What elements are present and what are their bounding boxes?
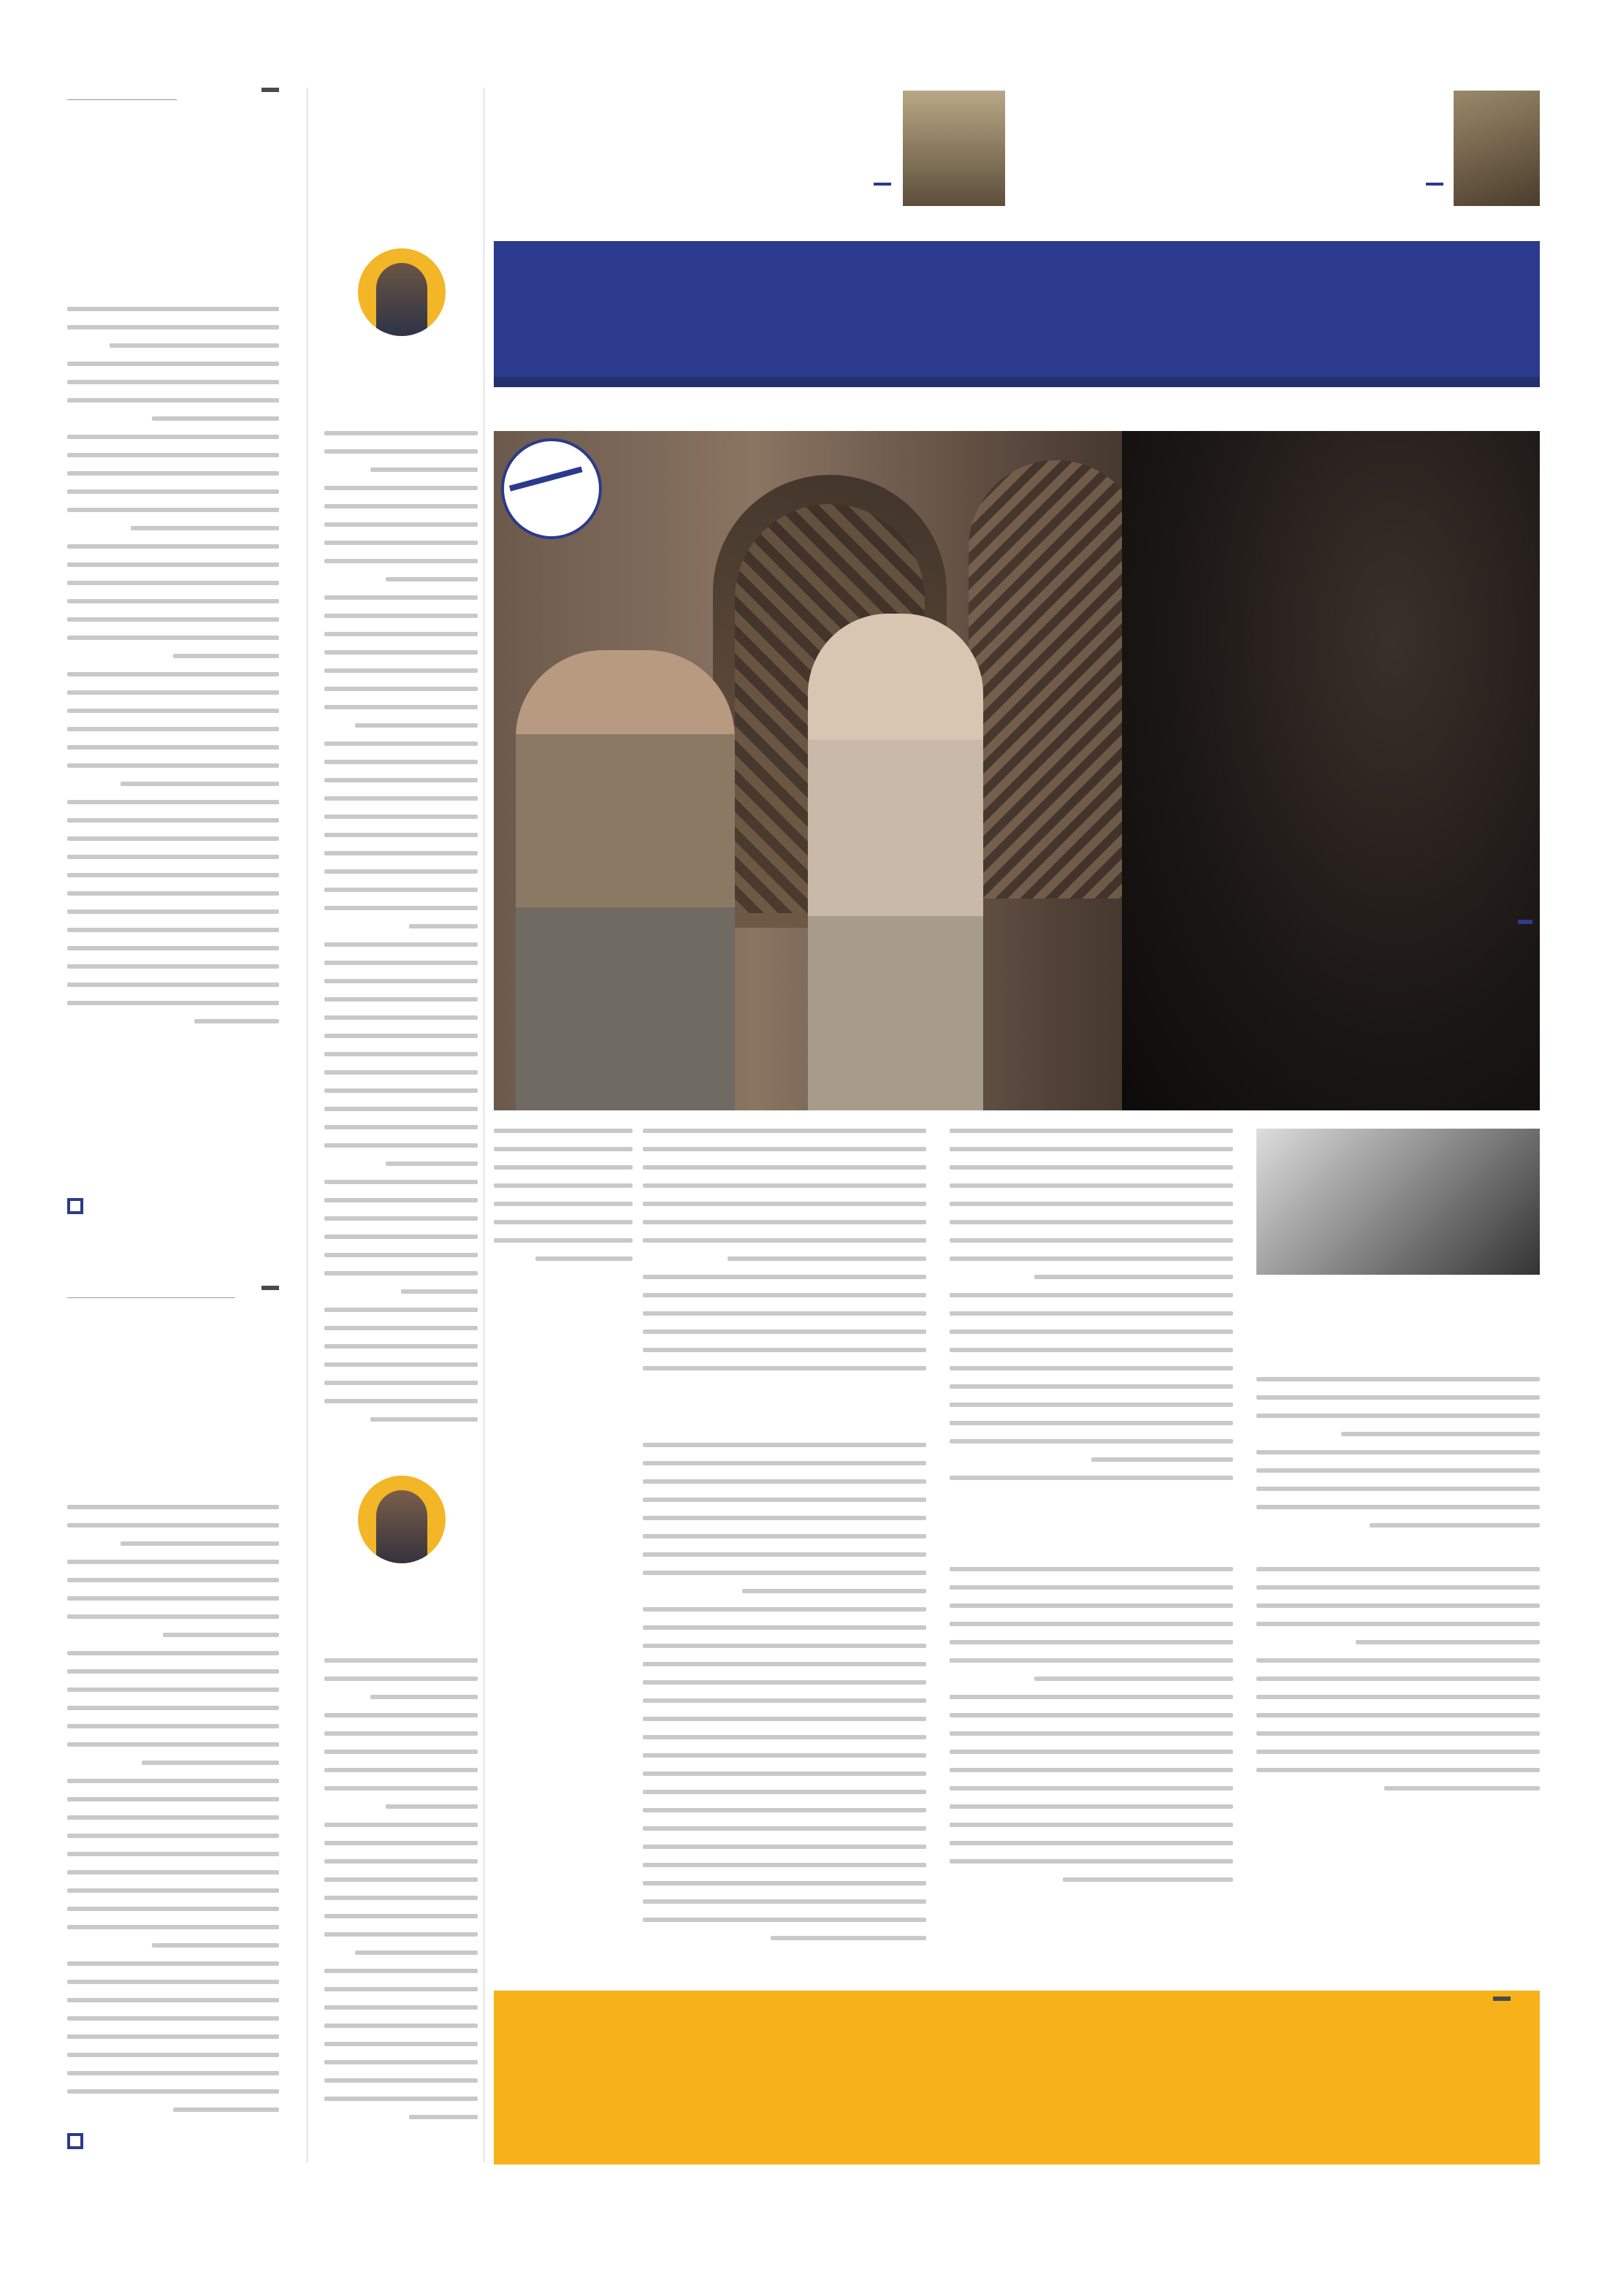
body-col-3 [643, 1129, 926, 1983]
press-conference-box [494, 1991, 1540, 2165]
kicker-tag [262, 88, 279, 92]
teaser-photo [1454, 91, 1540, 206]
teaser-page [1426, 183, 1443, 186]
masthead [494, 241, 1540, 387]
teaser-14[interactable] [1028, 88, 1540, 212]
end-mark [67, 2133, 83, 2149]
end-mark [67, 1198, 83, 1214]
lead-headline [963, 650, 1474, 660]
side-column [307, 88, 484, 2162]
top-teasers [494, 88, 1540, 212]
kicker-tag-2 [262, 1286, 279, 1290]
masthead-stripe [494, 377, 1540, 387]
avatar-khani [358, 1476, 446, 1563]
lead-photo [494, 431, 1540, 1110]
teaser-page [874, 183, 891, 186]
body-col-4b [494, 1129, 633, 1983]
teaser-15[interactable] [494, 88, 1005, 212]
author-photo [1256, 1129, 1540, 1275]
body-col-1 [1256, 1129, 1540, 1983]
press-label [1493, 1996, 1511, 2001]
teaser-photo [903, 91, 1005, 206]
badge-stamp [494, 431, 614, 551]
byline [1438, 913, 1532, 934]
left-column [67, 88, 279, 2162]
avatar-khazaei [358, 248, 446, 336]
body-col-2 [950, 1129, 1233, 1983]
